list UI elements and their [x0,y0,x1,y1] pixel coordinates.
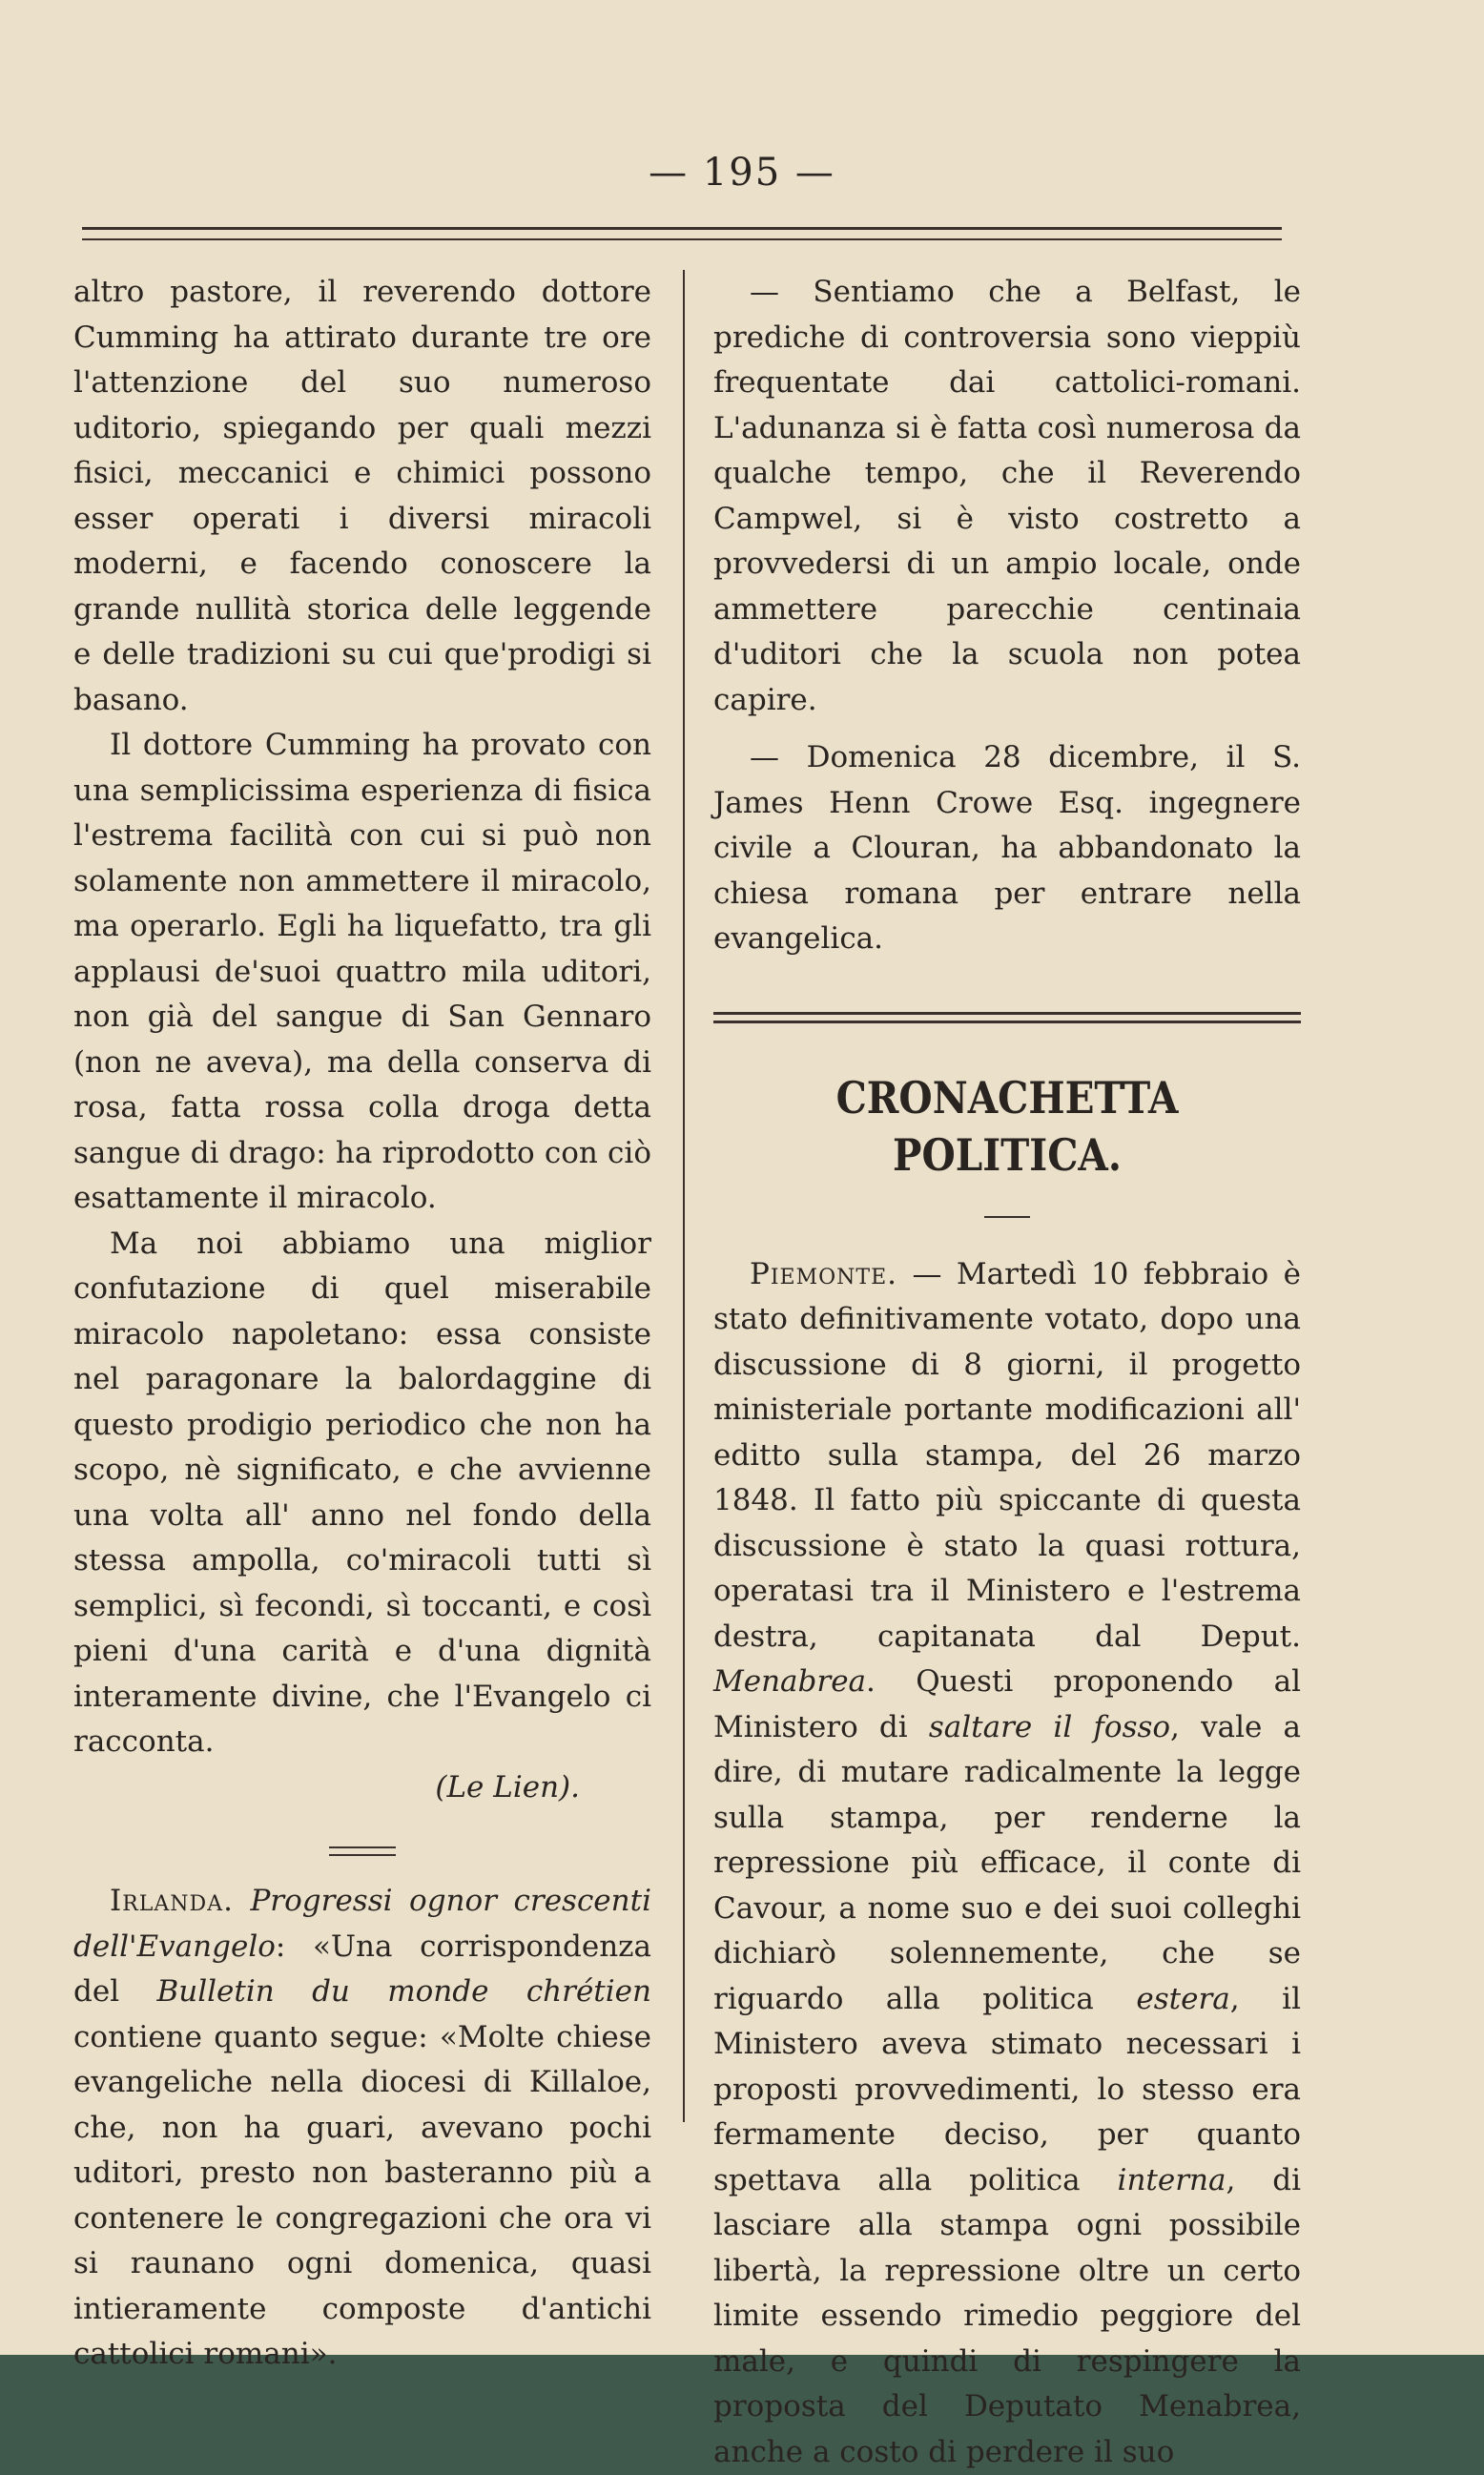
piemonte-text-2: . Questi proponendo al Ministero di [713,1664,1301,1744]
piemonte-text-1: — Martedì 10 febbraio è stato definitivamente votato, dopo una discussione di 8 giorni, il progetto ministeriale portante modificazioni all' editto sulla stampa, del 26 marzo 1848. Il fatto più spiccante di questa discussione è stato la quasi rottura, operatasi tra il Ministero e l'estrema destra, capitanata dal Deput. [713,1257,1301,1654]
source-le-lien: (Le Lien). [435,1770,580,1805]
irlanda-text-2: contiene quanto segue: «Molte chiese evangeliche nella diocesi di Killaloe, che, non ha guari, avevano pochi uditori, presto non basteranno più a contenere le congregazioni che ora vi si raunano ogni domenica, quasi intieramente composte d'antichi cattolici romani». [73,2020,651,2372]
piemonte-label: Piemonte. [750,1257,897,1291]
page-number: — 195 — [0,151,1484,195]
piemonte-estera: estera [1136,1982,1229,2016]
piemonte-text-3: , vale a dire, di mutare radicalmente la legge sulla stampa, per renderne la repressione più efficace, il conte di Cavour, a nome suo e dei suoi colleghi dichiarò solennemente, che se riguardo alla politica [713,1710,1301,2016]
left-column [73,270,651,2378]
paragraph-irlanda [73,1879,651,2378]
piemonte-text-5: , di lasciare alla stampa ogni possibile libertà, la repressione oltre un certo limite essendo rimedio peggiore del male, e quindi di respingere la proposta del Deputato Menabrea, anche a costo di perdere il suo [713,2163,1301,2469]
paragraph-cumming-experiment: Il dottore Cumming ha provato con una semplicissima esperienza di fisica l'estrema facilità con cui si può non solamente non ammettere il miracolo, ma operarlo. Egli ha liquefatto, tra gli applausi de'suoi quattro mila uditori, non già del sangue di San Gennaro (non ne aveva), ma della conserva di rosa, fatta rossa colla droga detta sangue di drago: ha riprodotto con ciò esattamente il miracolo. [73,723,651,1222]
paragraph-crowe: — Domenica 28 dicembre, il S. James Henn Crowe Esq. ingegnere civile a Clouran, ha abbandonato la chiesa romana per entrare nella evangelica. [713,735,1301,962]
column-divider [683,270,685,2122]
piemonte-text-4: , il Ministero aveva stimato necessari i proposti provvedimenti, lo stesso era fermamente deciso, per quanto spettava alla politica [713,1982,1301,2197]
source-citation [73,1765,651,1811]
section-double-rule [713,1012,1301,1023]
irlanda-label: Irlanda. [110,1884,234,1918]
paragraph-belfast: — Sentiamo che a Belfast, le prediche di controversia sono vieppiù frequentate dai cattolici-romani. L'adunanza si è fatta così numerosa da qualche tempo, che il Reverendo Campwel, si è visto costretto a provvedersi di un ampio locale, onde ammettere parecchie centinaia d'uditori che la scuola non potea capire. [713,270,1301,723]
irlanda-text-1: : «Una corrispondenza del [73,1929,651,2010]
paragraph-cumming-lecture: altro pastore, il reverendo dottore Cumming ha attirato durante tre ore l'attenzione del suo numeroso uditorio, spiegando per quali mezzi fisici, meccanici e chimici possono esser operati i diversi miracoli moderni, e facendo conoscere la grande nullità storica delle leggende e delle tradizioni su cui que'prodigi si basano. [73,270,651,723]
section-short-rule [984,1216,1030,1218]
header-rule [82,227,1282,240]
irlanda-title: Progressi ognor crescenti dell'Evangelo [73,1884,651,1964]
piemonte-name-menabrea: Menabrea [713,1664,866,1699]
paragraph-piemonte [713,1252,1301,2475]
piemonte-phrase: saltare il fosso [929,1710,1170,1744]
piemonte-interna: interna [1118,2163,1226,2197]
right-column [713,270,1301,2475]
irlanda-journal: Bulletin du monde chrétien [156,1974,651,2009]
separator-double-rule [329,1846,396,1856]
section-title: CRONACHETTA POLITICA. [749,1069,1266,1184]
paragraph-refutation: Ma noi abbiamo una miglior confutazione di quel miserabile miracolo napoletano: essa consiste nel paragonare la balordaggine di questo prodigio periodico che non ha scopo, nè significato, e che avvienne una volta all' anno nel fondo della stessa ampolla, co'miracoli tutti sì semplici, sì fecondi, sì toccanti, e così pieni d'una carità e d'una dignità interamente divine, che l'Evangelo ci racconta. [73,1222,651,1765]
